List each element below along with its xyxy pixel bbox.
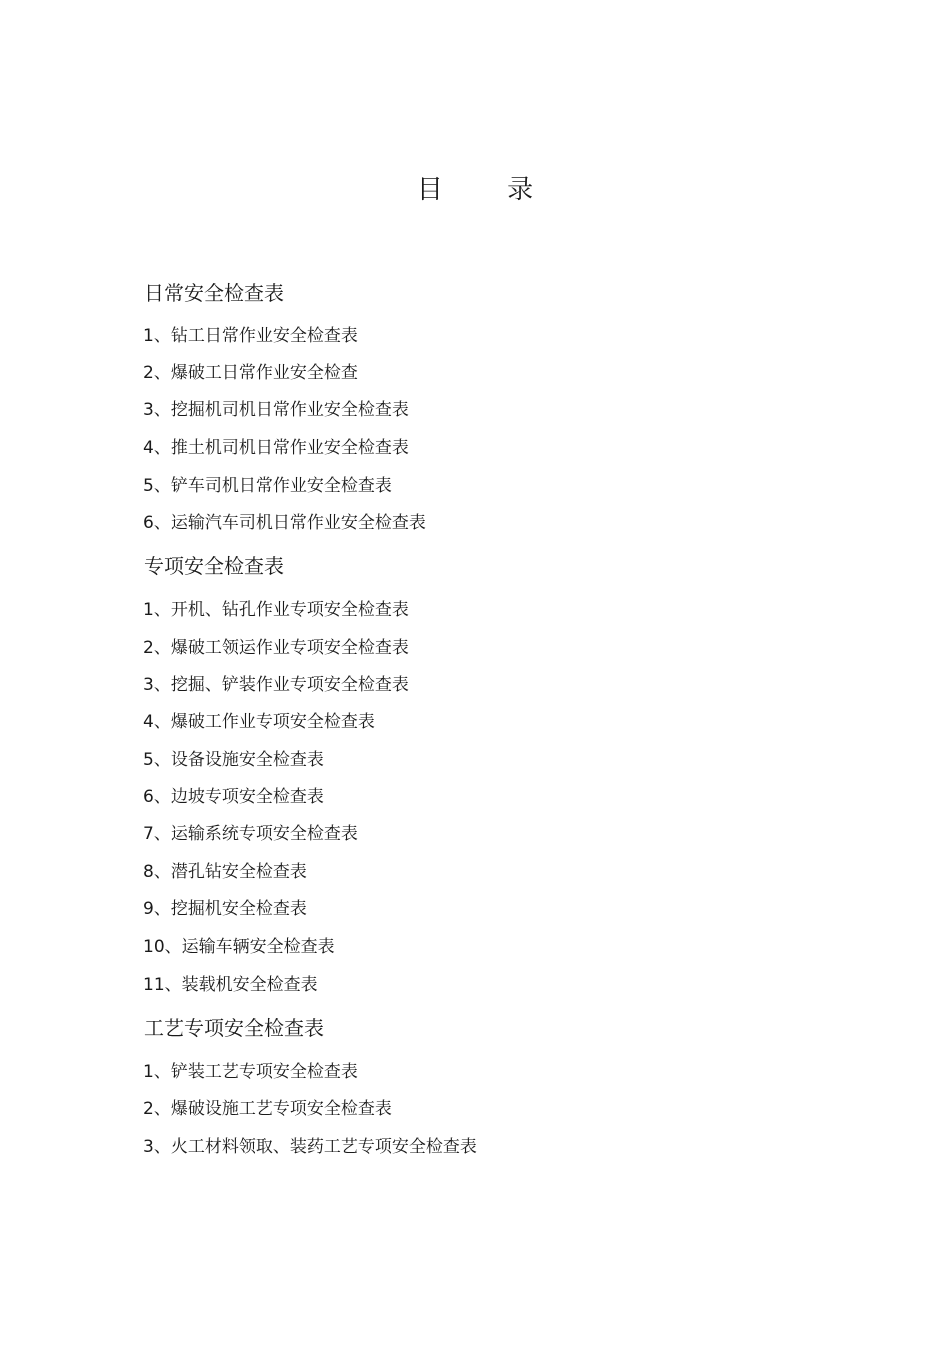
section-heading-special: 专项安全检查表 xyxy=(144,554,284,578)
toc-item: 2、爆破工日常作业安全检查 xyxy=(143,363,358,383)
section-heading-process: 工艺专项安全检查表 xyxy=(144,1016,324,1040)
toc-item: 4、推土机司机日常作业安全检查表 xyxy=(143,438,409,458)
toc-item: 6、边坡专项安全检查表 xyxy=(143,787,324,807)
toc-item: 1、钻工日常作业安全检查表 xyxy=(143,326,358,346)
section-heading-daily: 日常安全检查表 xyxy=(144,281,284,305)
toc-item: 3、火工材料领取、装药工艺专项安全检查表 xyxy=(143,1137,477,1157)
toc-item: 6、运输汽车司机日常作业安全检查表 xyxy=(143,513,426,533)
toc-item: 11、装载机安全检查表 xyxy=(143,975,318,995)
toc-item: 3、挖掘机司机日常作业安全检查表 xyxy=(143,400,409,420)
toc-item: 4、爆破工作业专项安全检查表 xyxy=(143,712,375,732)
page-title: 目 录 xyxy=(416,175,562,205)
toc-item: 1、开机、钻孔作业专项安全检查表 xyxy=(143,600,409,620)
toc-item: 9、挖掘机安全检查表 xyxy=(143,899,307,919)
toc-item: 10、运输车辆安全检查表 xyxy=(143,937,335,957)
toc-item: 5、铲车司机日常作业安全检查表 xyxy=(143,476,392,496)
toc-item: 8、潜孔钻安全检查表 xyxy=(143,862,307,882)
toc-item: 7、运输系统专项安全检查表 xyxy=(143,824,358,844)
toc-item: 2、爆破设施工艺专项安全检查表 xyxy=(143,1099,392,1119)
toc-item: 2、爆破工领运作业专项安全检查表 xyxy=(143,638,409,658)
toc-item: 5、设备设施安全检查表 xyxy=(143,750,324,770)
toc-item: 3、挖掘、铲装作业专项安全检查表 xyxy=(143,675,409,695)
toc-item: 1、铲装工艺专项安全检查表 xyxy=(143,1062,358,1082)
